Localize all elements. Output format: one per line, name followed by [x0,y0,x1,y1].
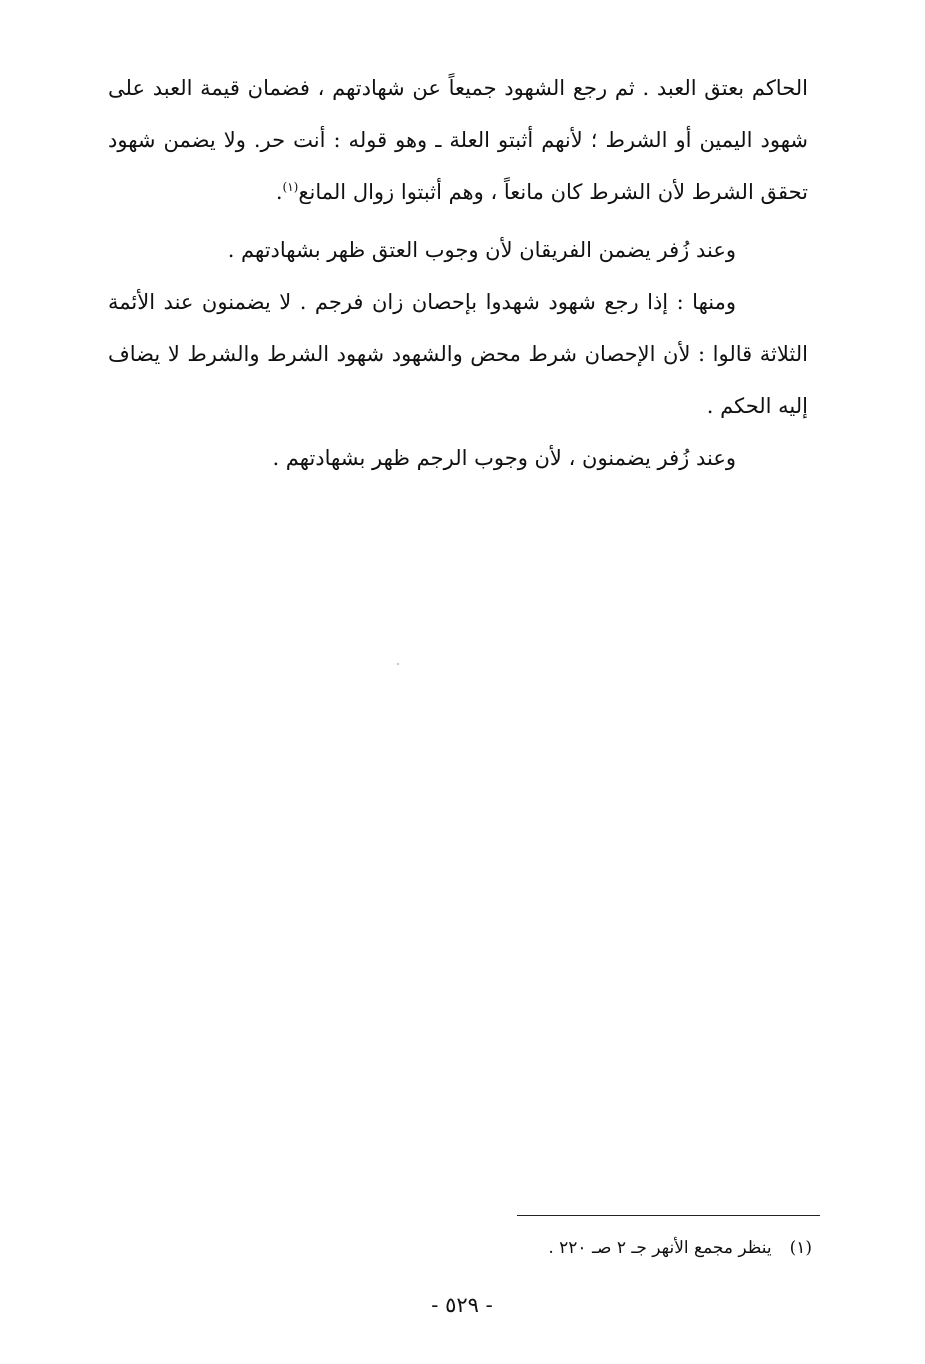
paragraph-2: وعند زُفر يضمن الفريقان لأن وجوب العتق ظهر بشهادتهم . [227,238,736,262]
paragraph-1-end: . [275,180,283,204]
paragraph-4: وعند زُفر يضمنون ، لأن وجوب الرجم ظهر بشهادتهم . [272,446,736,470]
footnote-reference: (١) [282,180,299,194]
footnote [300,1236,812,1260]
footnote-marker: (١) [789,1238,812,1258]
page-number: - ٥٢٩ - [431,1293,493,1317]
scan-speck [397,663,399,665]
paragraph-1-text: الحاكم بعتق العبد . ثم رجع الشهود جميعاً عن شهادتهم ، فضمان قيمة العبد على شهود اليمين أو الشرط ؛ لأنهم أثبتو العلة ـ وهو قوله : أنت حر. ولا يضمن شهود تحقق الشرط لأن الشرط كان مانعاً ، وهم أثبتوا زوال المانع [108,76,808,204]
footnote-divider [517,1215,820,1216]
main-text [108,62,808,484]
paragraph-1 [108,62,808,218]
footnote-text: ينظر مجمع الأنهر جـ ٢ صـ ٢٢٠ . [548,1238,772,1258]
paragraph-3: ومنها : إذا رجع شهود شهدوا بإحصان زان فرجم . لا يضمنون عند الأئمة الثلاثة قالوا : لأن الإحصان شرط محض والشهود شهود الشرط والشرط لا يضاف إليه الحكم . [108,290,808,418]
